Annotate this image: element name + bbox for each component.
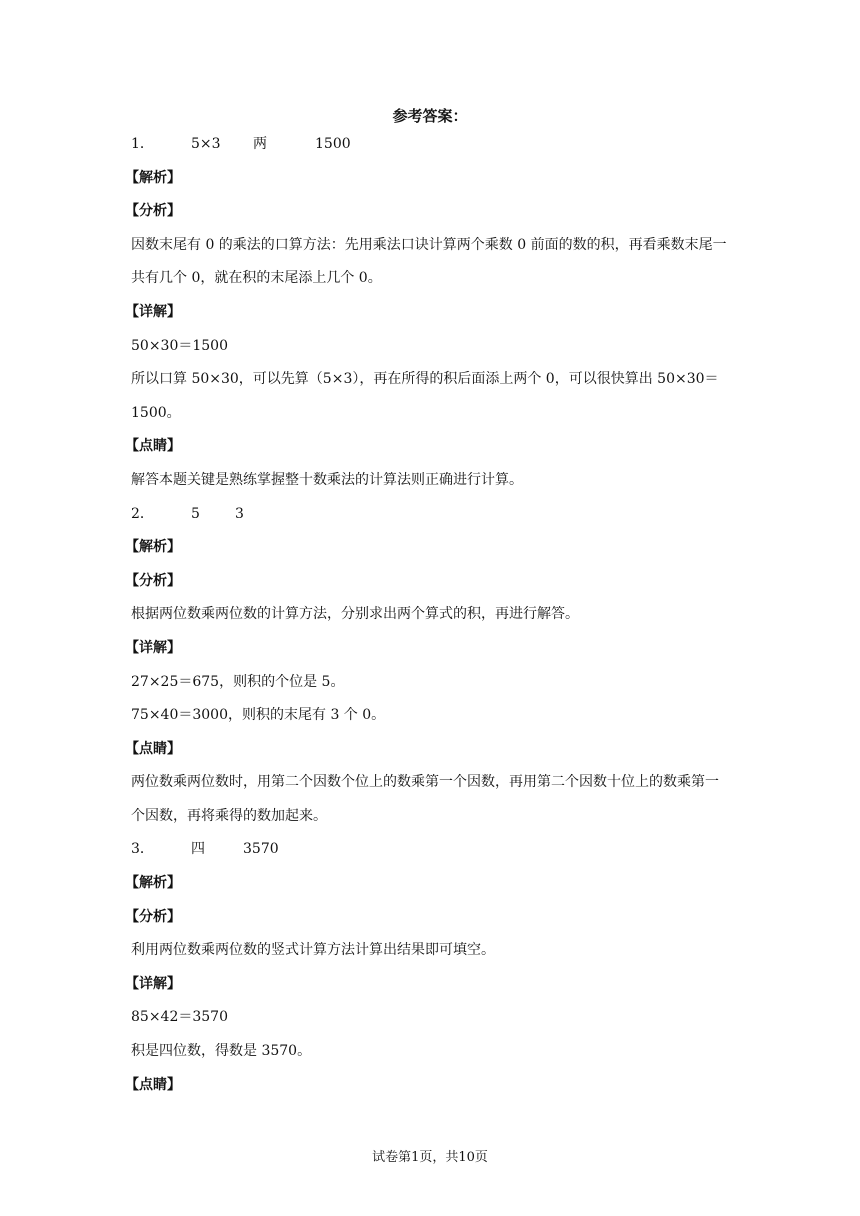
- q2-line-2: 75×40＝3000，则积的末尾有 3 个 0。: [131, 707, 386, 724]
- q1-answer-1: 5×3: [191, 136, 221, 152]
- q1-answer-line: [131, 134, 731, 168]
- q3-answer-line: [131, 839, 731, 873]
- q1-explain: 所以口算 50×30，可以先算（5×3），再在所得的积后面添上两个 0，可以很快算出 50×30＝1500。: [131, 371, 719, 421]
- q2-line-1: 27×25＝675，则积的个位是 5。: [131, 673, 345, 690]
- q1-xiangjie-heading: 【详解】: [125, 303, 181, 320]
- q2-number: 2．: [131, 505, 154, 522]
- q1-fenxi-heading: 【分析】: [125, 203, 181, 220]
- q2-answer-2: 3: [235, 505, 244, 522]
- q2-answer-1: 5: [191, 505, 200, 522]
- q1-dianjing-text: 解答本题关键是熟练掌握整十数乘法的计算法则正确进行计算。: [131, 471, 523, 488]
- q3-xiangjie-heading: 【详解】: [125, 975, 181, 992]
- answer-content: [125, 134, 731, 1108]
- q3-fenxi-heading: 【分析】: [125, 908, 181, 925]
- q1-number: 1．: [131, 136, 154, 152]
- q2-dianjing-heading: 【点睛】: [125, 740, 181, 757]
- q3-jiexi-heading: 【解析】: [125, 875, 181, 892]
- q3-number: 3．: [131, 841, 154, 858]
- q1-jiexi-heading: 【解析】: [125, 169, 181, 186]
- q1-calc: 50×30＝1500: [131, 337, 228, 354]
- q3-dianjing-heading: 【点睛】: [125, 1076, 181, 1093]
- q3-line-1: 积是四位数，得数是 3570。: [131, 1043, 312, 1060]
- q3-answer-1: 四: [191, 841, 205, 858]
- q1-answer-2: 两: [253, 136, 267, 152]
- q1-answer-3: 1500: [315, 136, 351, 152]
- q2-jiexi-heading: 【解析】: [125, 539, 181, 556]
- q1-dianjing-heading: 【点睛】: [125, 438, 181, 455]
- page-footer: 试卷第1页，共10页: [372, 1150, 488, 1165]
- page-title: 参考答案：: [392, 107, 468, 125]
- q2-dianjing-text: 两位数乘两位数时，用第二个因数个位上的数乘第一个因数，再用第二个因数十位上的数乘第一个因数，再将乘得的数加起来。: [131, 774, 719, 824]
- q1-fenxi-text: 因数末尾有 0 的乘法的口算方法：先用乘法口诀计算两个乘数 0 前面的数的积，再看乘数末尾一共有几个 0，就在积的末尾添上几个 0。: [131, 236, 727, 287]
- q2-answer-line: [131, 504, 731, 538]
- q2-xiangjie-heading: 【详解】: [125, 639, 181, 656]
- q3-fenxi-text: 利用两位数乘两位数的竖式计算方法计算出结果即可填空。: [131, 942, 495, 959]
- q3-answer-2: 3570: [243, 841, 279, 858]
- q2-fenxi-heading: 【分析】: [125, 572, 181, 589]
- q3-calc: 85×42＝3570: [131, 1009, 228, 1026]
- q2-fenxi-text: 根据两位数乘两位数的计算方法，分别求出两个算式的积，再进行解答。: [131, 606, 579, 623]
